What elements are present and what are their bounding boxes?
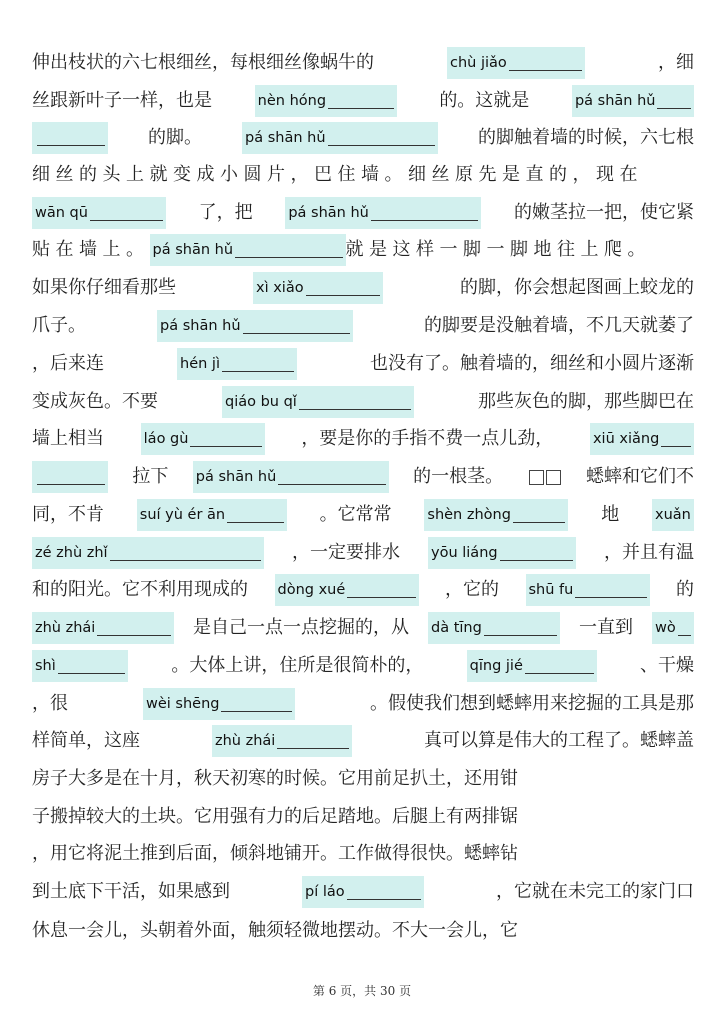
- pinyin-prompt: chù jiǎo: [450, 55, 507, 71]
- passage-text: 那些灰色的脚，那些脚巴在: [478, 391, 694, 412]
- text-line: [32, 458, 694, 496]
- answer-underline: [371, 220, 478, 221]
- pinyin-answer-blank[interactable]: [275, 574, 419, 606]
- pinyin-answer-blank[interactable]: [141, 423, 265, 455]
- text-line: [32, 307, 694, 345]
- pinyin-answer-blank[interactable]: [193, 461, 389, 493]
- passage-text: 爪子。: [32, 315, 86, 336]
- passage-text: 的一根茎。: [413, 466, 504, 487]
- passage-text: 、干燥: [639, 655, 694, 676]
- pinyin-answer-blank[interactable]: [428, 537, 576, 569]
- text-line: [32, 835, 694, 873]
- pinyin-answer-blank[interactable]: [212, 725, 352, 757]
- answer-underline: [243, 333, 350, 334]
- pinyin-answer-blank[interactable]: [32, 537, 264, 569]
- text-line: [32, 722, 694, 760]
- pinyin-prompt: pá shān hǔ: [288, 205, 369, 221]
- pinyin-prompt: hén jì: [180, 356, 220, 372]
- pinyin-answer-blank[interactable]: [572, 85, 694, 117]
- pinyin-answer-blank[interactable]: [285, 197, 481, 229]
- text-line: [32, 82, 694, 120]
- passage-text: 细丝的头上就变成小圆片，巴住墙。细丝原先是直的，现在: [32, 164, 643, 185]
- pinyin-prompt: pá shān hǔ: [574, 93, 656, 109]
- text-line: [32, 119, 694, 157]
- pinyin-answer-blank[interactable]: [302, 876, 424, 908]
- passage-text: 墙上相当: [32, 428, 104, 449]
- pinyin-answer-blank[interactable]: [652, 612, 694, 644]
- passage-text: 真可以算是伟大的工程了。蟋蟀盖: [424, 730, 694, 751]
- pinyin-prompt: wèi shēng: [146, 696, 220, 712]
- answer-underline: [299, 409, 411, 410]
- pinyin-prompt: pá shān hǔ: [160, 318, 241, 334]
- passage-text: 就是这样一脚一脚地往上爬。: [345, 239, 651, 260]
- text-line: [32, 345, 694, 383]
- answer-underline: [525, 673, 594, 674]
- answer-underline: [90, 220, 163, 221]
- answer-underline: [484, 635, 557, 636]
- text-line: [32, 194, 694, 232]
- answer-underline: [37, 484, 105, 485]
- passage-text: 休息一会儿，头朝着外面，触须轻微地摆动。不大一会儿，它: [32, 920, 518, 941]
- passage-text: 的: [676, 579, 694, 600]
- answer-underline: [347, 899, 421, 900]
- passage-text: 也没有了。触着墙的，细丝和小圆片逐渐: [370, 353, 694, 374]
- text-line: [32, 609, 694, 647]
- passage-text: 贴在墙上。: [32, 239, 150, 260]
- passage-text: ，后来连: [32, 353, 104, 374]
- answer-underline: [661, 446, 691, 447]
- answer-underline: [190, 446, 261, 447]
- passage-text: ，细: [658, 52, 694, 73]
- passage-text: ，它就在未完工的家门口: [496, 881, 694, 902]
- passage-text: 的脚触着墙的时候，六七根: [478, 127, 694, 148]
- pinyin-answer-blank[interactable]: [150, 234, 346, 266]
- missing-char-box: [529, 470, 544, 485]
- passage-text: 是自己一点一点挖掘的，从: [193, 617, 409, 638]
- passage-text: 到土底下干活，如果感到: [32, 881, 230, 902]
- pinyin-prompt: pá shān hǔ: [152, 242, 234, 258]
- passage-text: 的脚，你会想起图画上蛟龙的: [460, 277, 694, 298]
- pinyin-prompt: dòng xué: [277, 582, 346, 598]
- pinyin-prompt: shū fu: [528, 582, 574, 598]
- passage-text: ，一定要排水: [292, 542, 400, 563]
- answer-underline: [347, 597, 415, 598]
- passage-text: ，并且有温: [604, 542, 694, 563]
- pinyin-prompt: pá shān hǔ: [245, 130, 326, 146]
- pinyin-prompt: zhù zhái: [215, 733, 276, 749]
- passage-text: 伸出枝状的六七根细丝，每根细丝像蜗牛的: [32, 52, 374, 73]
- answer-underline: [657, 108, 690, 109]
- pinyin-prompt: suí yù ér ān: [139, 507, 226, 523]
- answer-underline: [58, 673, 125, 674]
- passage-text: 丝跟新叶子一样，也是: [32, 90, 212, 111]
- answer-underline: [575, 597, 646, 598]
- text-line: [32, 798, 694, 836]
- passage-text: ，用它将泥土推到后面，倾斜地铺开。工作做得很快。蟋蟀钻: [32, 843, 518, 864]
- pinyin-prompt: pí láo: [305, 884, 345, 900]
- pinyin-prompt: xiū xiǎng: [592, 431, 660, 447]
- pinyin-answer-blank[interactable]: [32, 650, 128, 682]
- pinyin-answer-blank[interactable]: [447, 47, 585, 79]
- answer-underline: [222, 371, 294, 372]
- passage-text: 样简单，这座: [32, 730, 140, 751]
- answer-underline: [278, 484, 385, 485]
- text-line: [32, 685, 694, 723]
- pinyin-answer-blank[interactable]: [32, 461, 108, 493]
- answer-underline: [110, 560, 261, 561]
- pinyin-prompt: dà tīng: [431, 620, 482, 636]
- passage-text: 。它常常: [319, 504, 392, 525]
- passage-text: ，它的: [445, 579, 499, 600]
- answer-underline: [513, 522, 565, 523]
- pinyin-answer-blank[interactable]: [143, 688, 295, 720]
- passage-text: 地: [601, 504, 620, 525]
- pinyin-answer-blank[interactable]: [137, 499, 287, 531]
- answer-underline: [37, 145, 105, 146]
- pinyin-prompt: wò: [655, 620, 676, 636]
- passage-text: 拉下: [132, 466, 169, 487]
- pinyin-answer-blank[interactable]: [32, 197, 166, 229]
- passage-text: 的脚要是没触着墙，不几天就萎了: [424, 315, 694, 336]
- answer-underline: [328, 145, 435, 146]
- text-line: [32, 231, 694, 269]
- pinyin-prompt: qīng jié: [469, 658, 523, 674]
- text-line: [32, 760, 694, 798]
- pinyin-prompt: nèn hóng: [257, 93, 327, 109]
- pinyin-prompt: yōu liáng: [431, 545, 498, 561]
- pinyin-answer-blank[interactable]: [467, 650, 597, 682]
- pinyin-answer-blank[interactable]: [32, 122, 108, 154]
- text-line: [32, 44, 694, 82]
- passage-text: 变成灰色。不要: [32, 391, 158, 412]
- passage-text: ，很: [32, 693, 68, 714]
- passage-text: 的。这就是: [439, 90, 530, 111]
- pinyin-prompt: xì xiǎo: [256, 280, 304, 296]
- text-line: [32, 420, 694, 458]
- answer-underline: [678, 635, 691, 636]
- pinyin-prompt: pá shān hǔ: [195, 469, 277, 485]
- pinyin-prompt: wān qū: [35, 205, 88, 221]
- answer-underline: [328, 108, 394, 109]
- pinyin-prompt: shèn zhòng: [427, 507, 511, 523]
- pinyin-prompt: zhù zhái: [35, 620, 96, 636]
- pinyin-answer-blank[interactable]: [177, 348, 297, 380]
- pinyin-answer-blank[interactable]: [253, 272, 383, 304]
- passage-text: 。大体上讲，住所是很简朴的，: [171, 655, 424, 676]
- pinyin-answer-blank[interactable]: [590, 423, 694, 455]
- passage-text: 一直到: [579, 617, 633, 638]
- text-line: [32, 269, 694, 307]
- answer-underline: [221, 711, 292, 712]
- passage-text: 如果你仔细看那些: [32, 277, 176, 298]
- answer-underline: [97, 635, 171, 636]
- pinyin-answer-blank[interactable]: [424, 499, 568, 531]
- pinyin-prompt: xuǎn: [654, 507, 691, 523]
- passage-text: 和的阳光。它不利用现成的: [32, 579, 248, 600]
- missing-char-box: [546, 470, 561, 485]
- answer-underline: [509, 70, 582, 71]
- missing-char-boxes: [528, 458, 562, 496]
- passage-text: 了，把: [198, 202, 253, 223]
- pinyin-answer-blank[interactable]: [32, 612, 174, 644]
- answer-underline: [500, 560, 573, 561]
- passage-text: 的嫩茎拉一把，使它紧: [513, 202, 694, 223]
- text-line: [32, 156, 694, 194]
- text-line: [32, 571, 694, 609]
- passage-text: 同，不肯: [32, 504, 104, 525]
- pinyin-answer-blank[interactable]: [255, 85, 397, 117]
- page-footer: 第 6 页，共 30 页: [312, 984, 412, 998]
- pinyin-answer-blank[interactable]: [157, 310, 353, 342]
- text-line: [32, 534, 694, 572]
- passage-text: ，要是你的手指不费一点儿劲，: [301, 428, 554, 449]
- pinyin-answer-blank[interactable]: [526, 574, 650, 606]
- passage-text: 子搬掉较大的土块。它用强有力的后足踏地。后腿上有两排锯: [32, 806, 518, 827]
- pinyin-answer-blank[interactable]: [428, 612, 560, 644]
- answer-underline: [306, 295, 380, 296]
- answer-underline: [235, 257, 342, 258]
- answer-underline: [227, 522, 284, 523]
- pinyin-answer-blank[interactable]: [222, 386, 414, 418]
- text-line: [32, 912, 694, 950]
- text-line: [32, 383, 694, 421]
- text-line: [32, 647, 694, 685]
- passage-text: 的脚。: [148, 127, 202, 148]
- pinyin-answer-blank[interactable]: [242, 122, 438, 154]
- passage-text: 房子大多是在十月，秋天初寒的时候。它用前足扒土，还用钳: [32, 768, 518, 789]
- text-line: [32, 873, 694, 911]
- text-line: [32, 496, 694, 534]
- pinyin-prompt: zé zhù zhǐ: [35, 545, 108, 561]
- pinyin-prompt: shì: [35, 658, 56, 674]
- passage-text: 蟋蟀和它们不: [585, 466, 694, 487]
- answer-underline: [277, 748, 349, 749]
- pinyin-answer-blank[interactable]: [652, 499, 694, 531]
- pinyin-prompt: láo gù: [143, 431, 189, 447]
- pinyin-prompt: qiáo bu qǐ: [225, 394, 297, 410]
- passage-text: 。假使我们想到蟋蟀用来挖掘的工具是那: [370, 693, 694, 714]
